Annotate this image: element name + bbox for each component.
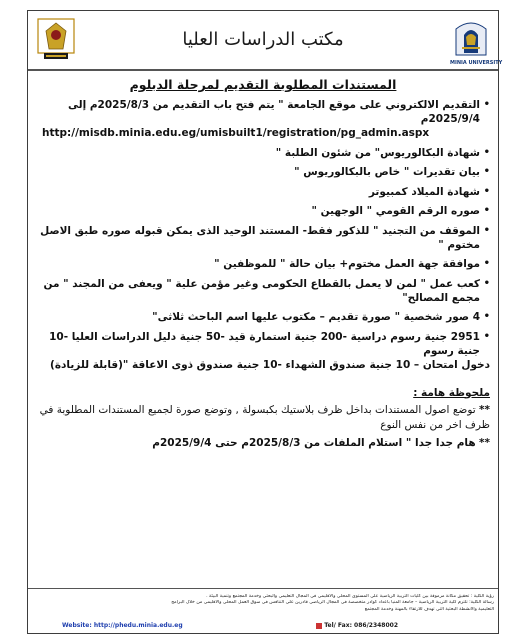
note-item: ** هام جدا جدا " استلام الملفات من 2025/8/3م حتى 2025/9/4م <box>152 436 490 449</box>
office-title: مكتب الدراسات العليا <box>182 29 344 50</box>
list-item: • 2951 جنية رسوم دراسية -200 جنية استمارة قيد -50 جنية دليل الدراسات العليا -10 جنية رسوم <box>49 330 490 357</box>
page-footer <box>28 588 498 633</box>
list-item: • شهادة الميلاد كمبيوتر <box>368 185 490 198</box>
bullet-icon: • <box>483 99 490 110</box>
main-content <box>36 77 490 454</box>
footer-tel-fax: Tel/ Fax: 086/2348002 <box>316 622 398 629</box>
bullet-icon: • <box>483 146 490 158</box>
list-item: • 4 صور شخصية " صورة تقديم – مكتوب عليها اسم الباحث ثلاثى" <box>152 311 490 323</box>
list-item: • كعب عمل " لمن لا يعمل بالقطاع الحكومى وغير مؤمن علية " ويعفى من المجند " من مجمع المصالح" <box>43 277 490 304</box>
footer-contact <box>62 622 398 629</box>
list-item: • موافقة جهة العمل مختوم+ بيان حالة " للموظفين " <box>214 258 490 270</box>
notes-title: ملحوظة هامة : <box>413 386 490 399</box>
list-item: • بيان تقديرات " خاص بالبكالوريوس " <box>294 166 490 178</box>
university-logo-text: MINIA UNIVERSITY <box>450 60 503 66</box>
letterhead <box>28 11 503 71</box>
list-item: • صوره الرقم القومي " الوجهين " <box>311 205 490 217</box>
bullet-icon: • <box>483 258 490 269</box>
document-page <box>27 10 503 634</box>
requirements-list <box>36 98 490 358</box>
bullet-icon: • <box>483 185 490 197</box>
bullet-icon: • <box>483 311 490 322</box>
bullet-icon: • <box>483 277 490 289</box>
note-item: ** توضع اصول المستندات بداخل ظرف بلاستيك بكبسولة , وتوضع صورة لجميع المستندات المطلوبة في ظرف اخر من نفس النوع <box>39 403 490 431</box>
list-item: • الموقف من التجنيد " للذكور فقط- المستند الوحيد الذى يمكن قبوله صوره طبق الاصل مختوم " <box>40 224 490 251</box>
note-mark: ** <box>479 436 490 449</box>
fees-continuation: دخول امتحان – 10 جنية صندوق الشهداء -10 جنية صندوق ذوى الاعاقة "(قابلة للزيادة) <box>50 358 490 371</box>
phone-icon <box>316 623 322 629</box>
bullet-icon: • <box>483 166 490 177</box>
registration-link[interactable]: http://misdb.minia.edu.eg/umisbuilt1/registration/pg_admin.aspx <box>42 127 430 139</box>
list-item: • التقديم الالكتروني على موقع الجامعة " يتم فتح باب التقديم من 2025/8/3م إلى 2025/9/4م http://misdb.minia.edu.eg/umisbuilt1/registration/pg_admin.aspx <box>36 98 490 140</box>
section-title: المستندات المطلوبة التقديم لمرحلة الدبلوم <box>129 77 397 92</box>
bullet-icon: • <box>483 205 490 216</box>
list-item: • شهادة البكالوريوس" من شئون الطلبة " <box>275 146 490 159</box>
bullet-icon: • <box>483 330 490 342</box>
footer-website[interactable]: Website: http://phedu.minia.edu.eg <box>62 622 183 629</box>
university-logo <box>450 15 503 66</box>
footer-vision-mission: رؤية الكلية : تحقيق مكانة مرموقة بين كليات التربية الرياضية على المستوى المحلى والاقليمى فى المجال التعليمى والبحثى وخدمة المجتمع وتنمية البيئة . رسالة الكلية: تلتزم كلية التربية الرياضية – جامعة المنيا باعداد كوادر متخصصة فى المجال الرياضى قادرين على التنافس فى سوق العمل المحلى والاقليمى من خلال البرامج التعليمية والانشطة البحثية التى تهدف للارتقاء بالمهنة وخدمة المجتمع <box>171 594 494 612</box>
bullet-icon: • <box>483 224 490 236</box>
note-mark: ** <box>479 403 490 416</box>
